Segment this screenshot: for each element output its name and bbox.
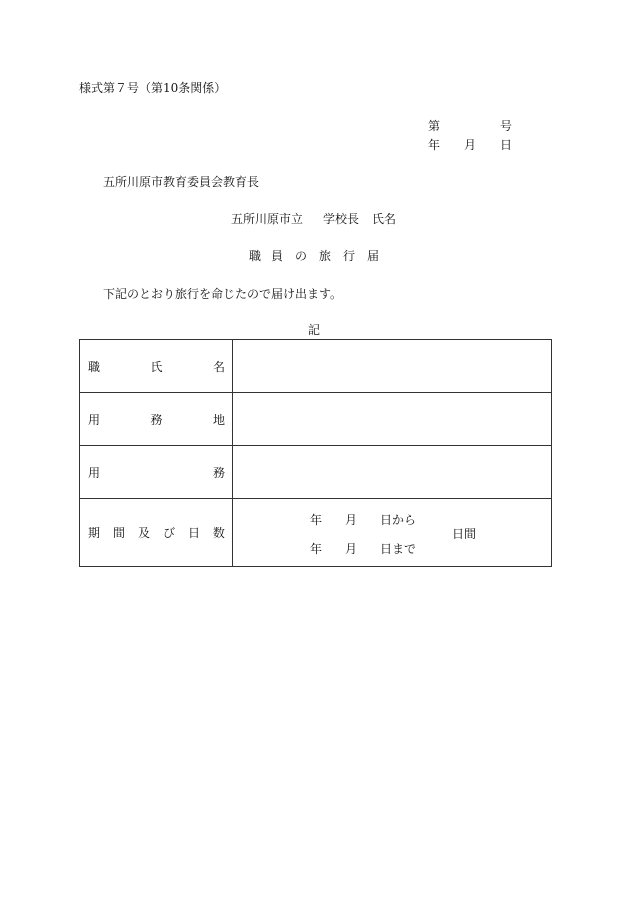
title-char: の <box>295 249 308 263</box>
row-label-business <box>80 446 233 499</box>
label-char: 用 <box>88 412 101 427</box>
period-value-cell[interactable] <box>233 499 552 567</box>
label-char: 地 <box>212 412 225 427</box>
title-char: 員 <box>271 249 284 263</box>
from-month: 月 <box>345 513 358 527</box>
addressee: 五所川原市教育委員会教育長 <box>103 175 260 189</box>
form-code: 様式第７号（第10条関係） <box>79 81 227 95</box>
to-day: 日まで <box>380 542 417 556</box>
label-char: 間 <box>112 526 125 540</box>
title-char: 旅 <box>319 249 332 263</box>
business-value-cell[interactable] <box>233 446 552 499</box>
body-text: 下記のとおり旅行を命じたので届け出ます。 <box>103 287 343 301</box>
title-char: 届 <box>367 249 380 263</box>
number-suffix: 号 <box>500 119 513 133</box>
label-char: 名 <box>212 359 225 374</box>
travel-form-table <box>79 339 552 567</box>
to-year: 年 <box>310 542 323 556</box>
row-label-destination <box>80 393 233 446</box>
sender-school: 五所川原市立 <box>231 212 304 226</box>
label-char: 及 <box>137 526 150 540</box>
sender-name: 氏名 <box>372 212 397 226</box>
table-row <box>80 499 552 567</box>
label-char: 用 <box>88 465 101 480</box>
from-day: 日から <box>380 513 417 527</box>
label-char: び <box>162 526 175 540</box>
label-char: 務 <box>212 465 225 480</box>
date-day: 日 <box>500 138 513 152</box>
title-char: 行 <box>343 249 356 263</box>
label-char: 期 <box>88 526 101 540</box>
label-char: 氏 <box>150 359 163 374</box>
row-label-period <box>80 499 233 567</box>
date-month: 月 <box>464 138 477 152</box>
date-year: 年 <box>428 138 441 152</box>
destination-value-cell[interactable] <box>233 393 552 446</box>
from-year: 年 <box>310 513 323 527</box>
ki-mark: 記 <box>308 323 321 337</box>
number-prefix: 第 <box>428 119 441 133</box>
label-char: 数 <box>212 526 225 540</box>
name-value-cell[interactable] <box>233 340 552 393</box>
table-row <box>80 340 552 393</box>
title-char: 職 <box>249 249 262 263</box>
label-char: 日 <box>187 526 200 540</box>
row-label-name <box>80 340 233 393</box>
table-row <box>80 446 552 499</box>
label-char: 職 <box>88 359 101 374</box>
days-label: 日間 <box>452 527 477 541</box>
table-row <box>80 393 552 446</box>
label-char: 務 <box>150 412 163 427</box>
to-month: 月 <box>345 542 358 556</box>
sender-principal: 学校長 <box>323 212 360 226</box>
